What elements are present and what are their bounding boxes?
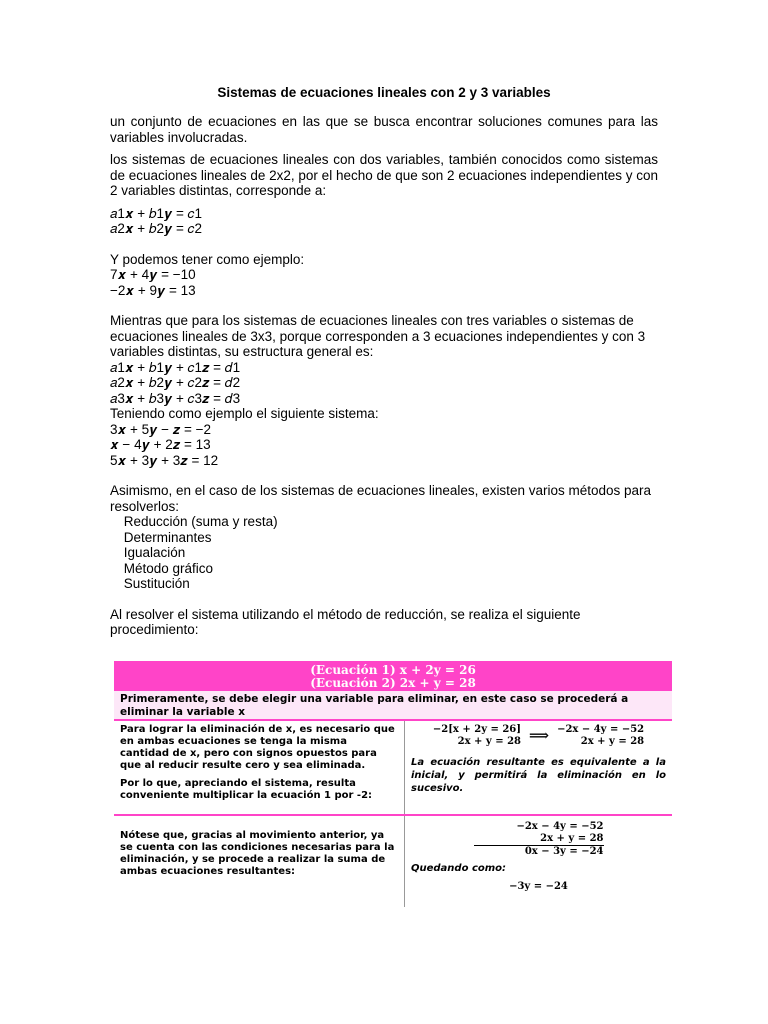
document-title: Sistemas de ecuaciones lineales con 2 y 3 variables — [217, 85, 551, 100]
equation: 𝑎2𝒙 + 𝑏2𝒚 + 𝑐2𝒛 = 𝑑2 — [110, 375, 241, 390]
equation: 5𝒙 + 3𝒚 + 3𝒛 = 12 — [110, 452, 219, 468]
list-item: Sustitución — [123, 576, 190, 591]
equation-2-label: (Ecuación 2) 2x + y = 28 — [310, 676, 476, 690]
paragraph-3x3-example-intro: Teniendo como ejemplo el siguiente sistema: — [110, 406, 379, 421]
equations-2x2-example — [110, 267, 658, 298]
paragraph-example-intro: Y podemos tener como ejemplo: — [110, 251, 305, 267]
equation: 𝑎2𝒙 + 𝑏2𝒚 = 𝑐2 — [110, 221, 202, 236]
table-cell-explanation: Nótese que, gracias al movimiento anterior, ya se cuenta con las condiciones necesarias para la eliminación, y se procede a realizar la suma de ambas ecuaciones resultantes: — [120, 830, 395, 877]
list-item: Determinantes — [123, 529, 212, 545]
implies-arrow-icon: ⟹ — [529, 728, 550, 744]
table-cell-math: −2[x + 2y = 26] 2x + y = 28 ⟹ −2x − 4y = −52 2x + y = 28 La ecuación resultante es equivalente a la inicial, y permitirá la eliminación en lo sucesivo. — [404, 721, 672, 814]
paragraph-intro: un conjunto de ecuaciones en las que se busca encontrar soluciones comunes para las variables involucradas. — [110, 114, 658, 145]
table-row-multiply — [114, 721, 672, 816]
equations-2x2-general — [110, 206, 658, 237]
equation: 𝑎1𝒙 + 𝑏1𝒚 + 𝑐1𝒛 = 𝑑1 — [110, 359, 241, 375]
methods-list — [110, 514, 658, 592]
list-item: Reducción (suma y resta) — [123, 514, 278, 529]
reduction-method-table — [114, 661, 672, 907]
table-header — [114, 661, 672, 691]
equations-3x3-general — [110, 360, 658, 407]
equation: 7𝒙 + 4𝒚 = −10 — [110, 267, 196, 282]
list-item: Método gráfico — [123, 560, 214, 576]
paragraph-2x2: los sistemas de ecuaciones lineales con dos variables, también conocidos como sistemas de ecuaciones lineales de 2x2, por el hecho de que son 2 ecuaciones independientes y con 2 variables distintas, corresponde a: — [110, 152, 658, 198]
equation: 𝑎1𝒙 + 𝑏1𝒚 = 𝑐1 — [110, 205, 202, 221]
paragraph-procedure: Al resolver el sistema utilizando el método de reducción, se realiza el siguiente procedimiento: — [110, 606, 581, 637]
document-body — [110, 84, 658, 645]
table-row-intro: Primeramente, se debe elegir una variable para eliminar, en este caso se procederá a eliminar la variable x — [114, 691, 672, 721]
table-row-sum — [114, 816, 672, 907]
table-cell-explanation: Para lograr la eliminación de x, es necesario que en ambas ecuaciones se tenga la misma cantidad de x, pero con signos opuestos para que al reducir resulte cero y sea eliminada. Por lo que, apreciando el sistema, resulta conveniente multiplicar la ecuación 1 por -2: — [120, 724, 395, 801]
list-item: Igualación — [123, 545, 186, 560]
equation: 3𝒙 + 5𝒚 − 𝒛 = −2 — [110, 421, 211, 437]
equations-3x3-example — [110, 422, 658, 469]
paragraph-methods: Asimismo, en el caso de los sistemas de ecuaciones lineales, existen varios métodos para resolverlos: — [110, 483, 652, 514]
equation: 𝒙 − 4𝒚 + 2𝒛 = 13 — [110, 437, 211, 452]
equation: 𝑎3𝒙 + 𝑏3𝒚 + 𝑐3𝒛 = 𝑑3 — [110, 390, 241, 406]
equation-1-label: (Ecuación 1) x + 2y = 26 — [310, 663, 476, 677]
table-cell-math: −2x − 4y = −52 2x + y = 28 0x − 3y = −24 Quedando como: −3y = −24 — [404, 816, 672, 907]
paragraph-3x3: Mientras que para los sistemas de ecuaciones lineales con tres variables o sistemas de ecuaciones lineales de 3x3, porque corresponden a 3 ecuaciones independientes y con 3 variables distintas, su estructura general es: — [110, 313, 646, 359]
equation: −2𝒙 + 9𝒚 = 13 — [110, 282, 196, 298]
